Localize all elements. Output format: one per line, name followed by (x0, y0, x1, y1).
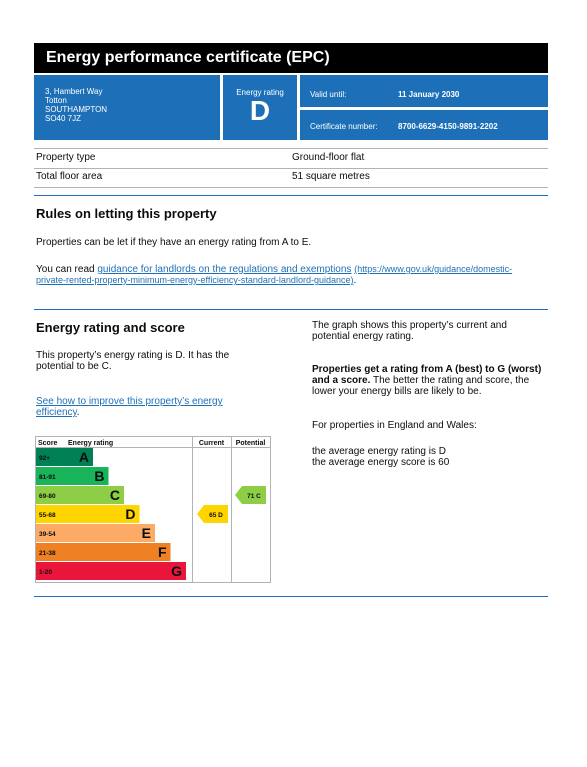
band-score-label: 21-38 (39, 550, 56, 557)
chart-header-current: Current (198, 440, 225, 447)
band-score-label: 1-20 (39, 569, 53, 576)
letting-guidance-prefix: You can read (36, 264, 98, 275)
band-letter: A (78, 449, 89, 465)
property-type-value: Ground-floor flat (292, 152, 365, 163)
letting-guidance-paragraph (36, 264, 536, 286)
england-wales-text: For properties in England and Wales: (312, 420, 477, 431)
letting-heading: Rules on letting this property (36, 206, 217, 221)
rating-scale-description (312, 364, 541, 397)
improve-efficiency-link-1[interactable]: See how to improve this property’s energy (36, 396, 223, 407)
energy-rating-chart (35, 436, 271, 583)
band-score-label: 92+ (39, 455, 51, 462)
chart-header-potential: Potential (235, 440, 266, 447)
property-type-row (34, 148, 548, 169)
address-line: Totton (45, 96, 67, 105)
landlord-guidance-link[interactable]: guidance for landlords on the regulations and exemptions (97, 264, 352, 275)
floor-area-value: 51 square metres (292, 171, 370, 182)
rating-scale-bold-1: Properties get a rating from A (best) to G (worst) (312, 364, 542, 375)
section-divider (34, 195, 548, 196)
band-letter: D (125, 506, 136, 522)
graph-description (312, 320, 507, 342)
address-panel (34, 75, 220, 140)
band-score-label: 39-54 (39, 531, 56, 538)
band-letter: E (141, 525, 151, 541)
band-letter: F (157, 544, 167, 560)
band-score-label: 55-68 (39, 512, 56, 519)
energy-rating-chart-svg (35, 436, 271, 583)
certificate-number-label: Certificate number: (310, 122, 378, 131)
graph-description-2: potential energy rating. (312, 331, 414, 342)
rating-scale-text-1: The better the rating and score, the (370, 375, 530, 386)
letting-guidance-suffix: . (353, 275, 357, 286)
rating-scale-text-2: lower your energy bills are likely to be. (312, 386, 482, 397)
energy-rating-paragraph (36, 350, 229, 372)
average-rating-text (312, 446, 449, 468)
band-bar-f (64, 543, 171, 561)
valid-until-panel (300, 75, 548, 107)
energy-rating-heading: Energy rating and score (36, 320, 185, 335)
energy-rating-text-2: potential to be C. (36, 361, 112, 372)
address-line: SO40 7JZ (45, 114, 82, 123)
page-title: Energy performance certificate (EPC) (34, 43, 548, 73)
average-score-line: the average energy score is 60 (312, 457, 450, 468)
rating-scale-bold-2: and a score. (312, 375, 371, 386)
improve-efficiency-link-2[interactable]: efficiency (36, 407, 77, 418)
energy-rating-label: Energy rating (236, 88, 284, 97)
landlord-guidance-url-link-1[interactable]: (https://www.gov.uk/guidance/domestic- (354, 264, 513, 274)
address-line: SOUTHAMPTON (45, 105, 108, 114)
energy-rating-text-1: This property’s energy rating is D. It has the (36, 350, 230, 361)
certificate-number-panel (300, 110, 548, 140)
band-bar-g (64, 562, 186, 580)
graph-description-1: The graph shows this property’s current and (312, 320, 507, 331)
potential-rating-label: 71 C (247, 493, 261, 500)
current-rating-label: 65 D (209, 512, 223, 519)
floor-area-label: Total floor area (36, 171, 103, 182)
letting-paragraph: Properties can be let if they have an energy rating from A to E. (36, 237, 312, 248)
property-type-label: Property type (36, 152, 96, 163)
band-letter: B (94, 468, 105, 484)
certificate-number-value: 8700-6629-4150-9891-2202 (398, 122, 498, 131)
band-score-label: 81-91 (39, 474, 56, 481)
section-divider (34, 309, 548, 310)
band-score-label: 69-80 (39, 493, 56, 500)
valid-until-value: 11 January 2030 (398, 90, 460, 99)
valid-until-label: Valid until: (310, 90, 347, 99)
average-rating-line: the average energy rating is D (312, 446, 446, 457)
chart-header-score: Score (38, 440, 58, 447)
improve-efficiency-suffix: . (76, 407, 80, 418)
section-divider (34, 596, 548, 597)
energy-rating-letter: D (249, 95, 271, 126)
energy-rating-panel (223, 75, 297, 140)
chart-header-rating: Energy rating (68, 440, 114, 447)
improve-efficiency-paragraph (36, 396, 223, 418)
floor-area-row (34, 168, 548, 188)
band-letter: G (171, 563, 182, 579)
address-line: 3, Hambert Way (45, 87, 103, 96)
band-letter: C (109, 487, 120, 503)
landlord-guidance-url-link-2[interactable]: private-rented-property-minimum-energy-efficiency-standard-landlord-guidance) (36, 275, 354, 285)
